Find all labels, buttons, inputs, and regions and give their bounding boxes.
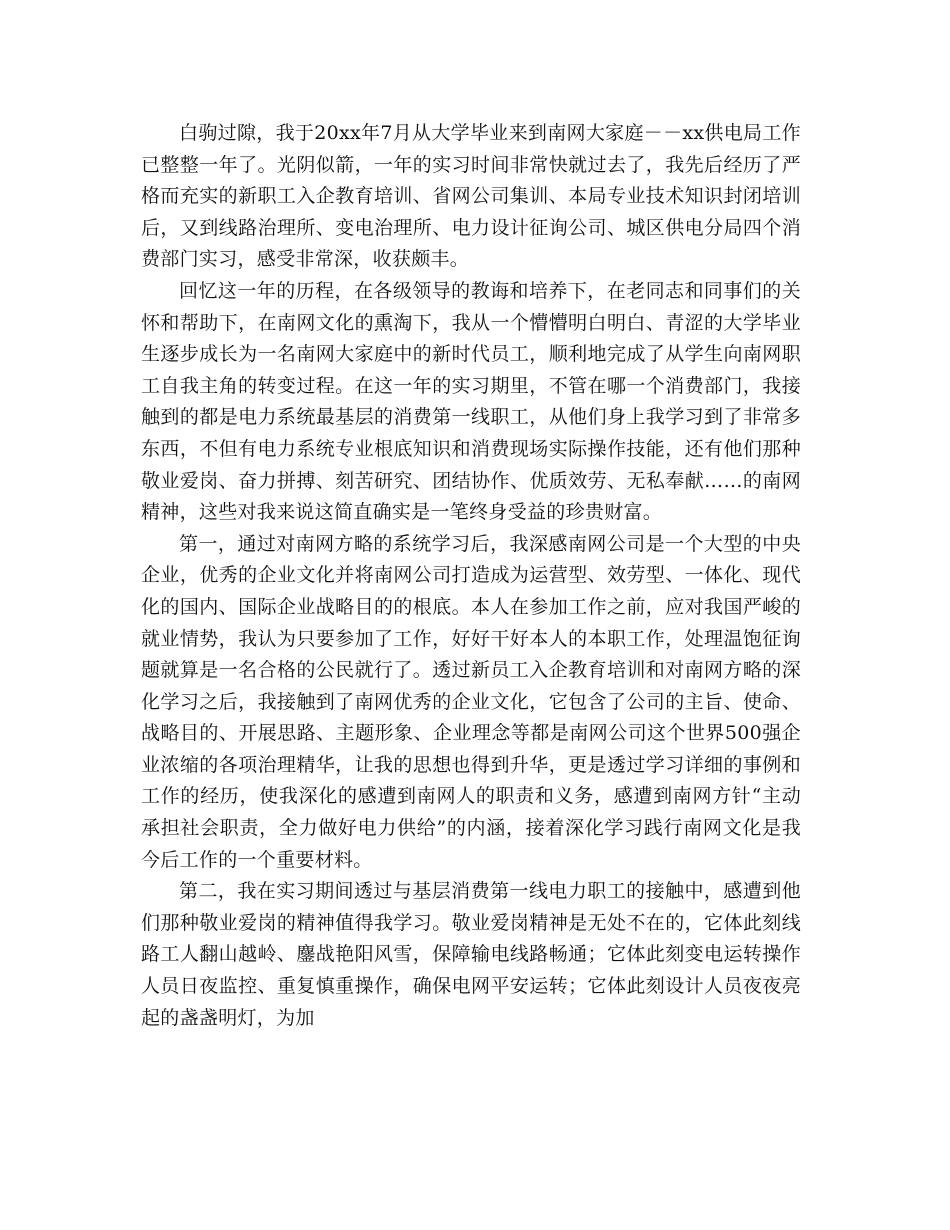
- document-body: [141, 118, 801, 1034]
- paragraph-1: 白驹过隙，我于20xx年7月从大学毕业来到南网大家庭－－xx供电局工作已整整一年了。光阴似箭，一年的实习时间非常快就过去了，我先后经历了严格而充实的新职工入企教育培训、省网公司集训、本局专业技术知识封闭培训后，又到线路治理所、变电治理所、电力设计征询公司、城区供电分局四个消费部门实习，感受非常深，收获颇丰。: [141, 122, 801, 271]
- paragraph-3: 第一，通过对南网方略的系统学习后，我深感南网公司是一个大型的中央企业，优秀的企业文化并将南网公司打造成为运营型、效劳型、一体化、现代化的国内、国际企业战略目的的根底。本人在参加工作之前，应对我国严峻的就业情势，我认为只要参加了工作，好好干好本人的本职工作，处理温饱征询题就算是一名合格的公民就行了。透过新员工入企教育培训和对南网方略的深化学习之后，我接触到了南网优秀的企业文化，它包含了公司的主旨、使命、战略目的、开展思路、主题形象、企业理念等都是南网公司这个世界500强企业浓缩的各项治理精华，让我的思想也得到升华，更是透过学习详细的事例和工作的经历，使我深化的感遭到南网人的职责和义务，感遭到南网方针“主动承担社会职责，全力做好电力供给”的内涵，接着深化学习践行南网文化是我今后工作的一个重要材料。: [141, 532, 801, 871]
- paragraph-4: 第二，我在实习期间透过与基层消费第一线电力职工的接触中，感遭到他们那种敬业爱岗的精神值得我学习。敬业爱岗精神是无处不在的，它体此刻线路工人翻山越岭、鏖战艳阳风雪，保障输电线路畅通；它体此刻变电运转操作人员日夜监控、重复慎重操作，确保电网平安运转；它体此刻设计人员夜夜亮起的盏盏明灯，为加: [141, 880, 801, 1029]
- paragraph-2: 回忆这一年的历程，在各级领导的教诲和培养下，在老同志和同事们的关怀和帮助下，在南网文化的熏淘下，我从一个懵懵明白明白、青涩的大学毕业生逐步成长为一名南网大家庭中的新时代员工，顺利地完成了从学生向南网职工自我主角的转变过程。在这一年的实习期里，不管在哪一个消费部门，我接触到的都是电力系统最基层的消费第一线职工，从他们身上我学习到了非常多东西，不但有电力系统专业根底知识和消费现场实际操作技能，还有他们那种敬业爱岗、奋力拼搏、刻苦研究、团结协作、优质效劳、无私奉献……的南网精神，这些对我来说这简直确实是一笔终身受益的珍贵财富。: [141, 279, 801, 524]
